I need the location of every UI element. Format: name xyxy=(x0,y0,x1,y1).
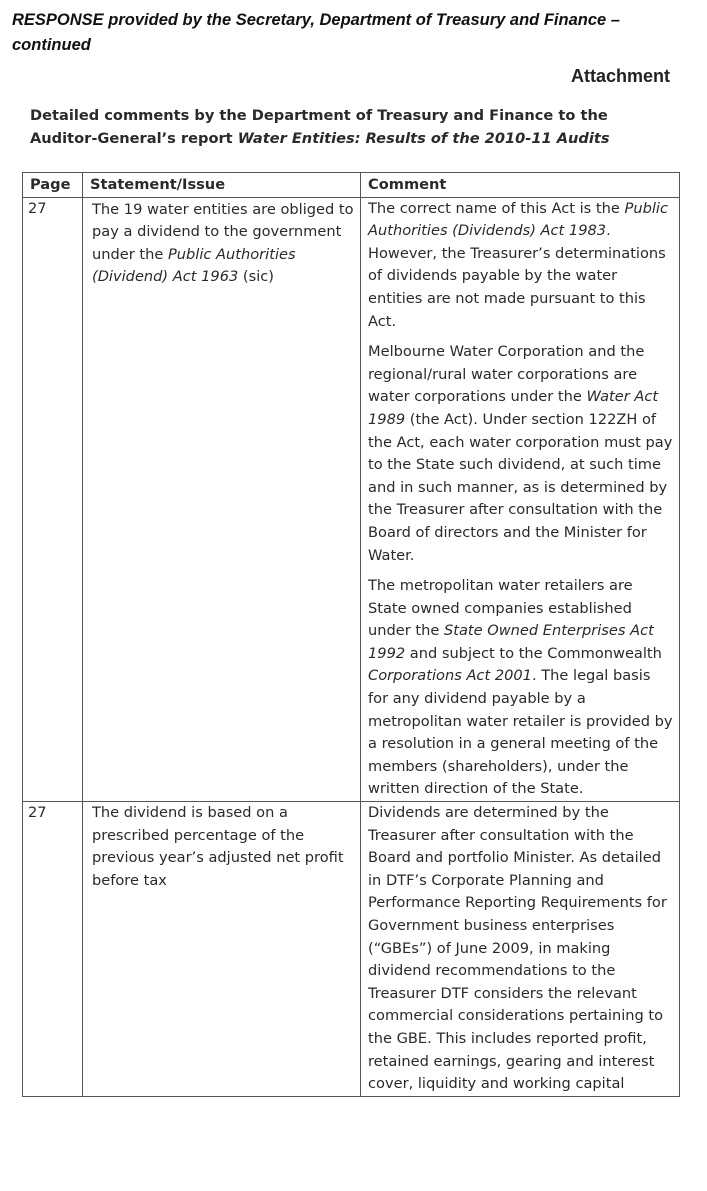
report-title: Water Entities: Results of the 2010-11 Audits xyxy=(237,130,610,147)
act-title: State Owned Enterprises Act 1992 xyxy=(368,622,654,662)
act-title: Public Authorities (Dividend) Act 1963 xyxy=(92,245,296,286)
intro-heading xyxy=(30,104,670,150)
comment-paragraph xyxy=(368,575,675,801)
table-header-row xyxy=(23,173,680,198)
comment-paragraph xyxy=(368,198,675,334)
comments-table xyxy=(22,172,680,1097)
comment-paragraph xyxy=(368,341,675,567)
row-page-number: 27 xyxy=(23,197,83,801)
comment-text: Melbourne Water Corporation and the regional/rural water corporations are water corporations under the xyxy=(368,343,645,406)
act-title: Public Authorities (Dividends) Act 1983 xyxy=(368,199,668,240)
act-title: Corporations Act 2001 xyxy=(368,667,532,685)
table-row xyxy=(23,802,680,1097)
comment-text: . The legal basis for any dividend payable by a metropolitan water retailer is provided by a resolution in a general meeting of the members (shareholders), under the written direction of the State. xyxy=(368,667,673,798)
column-header-statement: Statement/Issue xyxy=(83,173,361,198)
intro-text: Detailed comments by the Department of Treasury and Finance to the Auditor-General’s report xyxy=(30,107,608,147)
row-comment: Dividends are determined by the Treasurer after consultation with the Board and portfolio Minister. As detailed in DTF’s Corporate Planning and Performance Reporting Requirements for Government business enterprises (“GBEs”) of June 2009, in making dividend recommendations to the Treasurer DTF considers the relevant commercial considerations pertaining to the GBE. This includes reported profit, retained earnings, gearing and interest cover, liquidity and working capital xyxy=(361,802,680,1097)
comment-text: and subject to the Commonwealth xyxy=(405,644,662,662)
comment-text: . However, the Treasurer’s determinations of dividends payable by the water entities are not made pursuant to this Act. xyxy=(368,222,666,330)
comment-text: (the Act). Under section 122ZH of the Act, each water corporation must pay to the State such dividend, at such time and in such manner, as is determined by the Treasurer after consultation with the Board of directors and the Minister for Water. xyxy=(368,410,673,564)
comment-text: The metropolitan water retailers are State owned companies established under the xyxy=(368,577,633,640)
row-page-number: 27 xyxy=(23,802,83,1097)
attachment-heading: Attachment xyxy=(570,66,670,86)
column-header-page: Page xyxy=(23,173,83,198)
comment-text: The correct name of this Act is the xyxy=(368,199,625,217)
page-header-title: RESPONSE provided by the Secretary, Department of Treasury and Finance – continued xyxy=(12,11,620,54)
row-statement xyxy=(83,197,361,801)
table-row xyxy=(23,197,680,801)
statement-text-part: (sic) xyxy=(238,268,274,286)
row-comment xyxy=(361,197,680,801)
row-statement: The dividend is based on a prescribed percentage of the previous year’s adjusted net profit before tax xyxy=(83,802,361,1097)
act-title: Water Act 1989 xyxy=(368,388,659,428)
statement-text-part: The 19 water entities are obliged to pay a dividend to the government under the xyxy=(92,200,354,263)
statement-text xyxy=(92,198,358,289)
column-header-comment: Comment xyxy=(361,173,680,198)
